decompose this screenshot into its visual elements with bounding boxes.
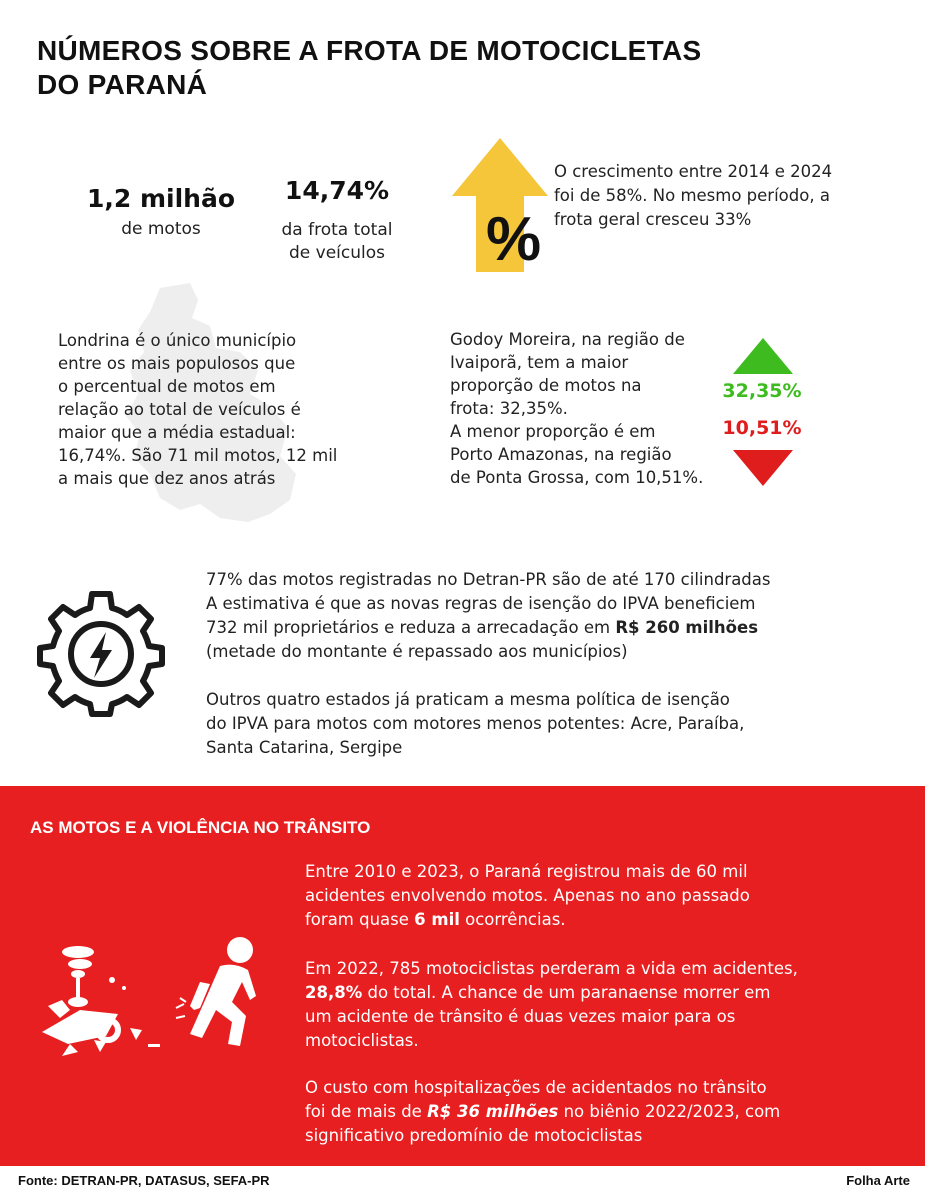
godoy-line: Godoy Moreira, na região de — [450, 330, 685, 349]
londrina-line: 16,74%. São 71 mil motos, 12 mil — [58, 446, 338, 465]
gear-lightning-icon — [36, 588, 166, 718]
londrina-line: o percentual de motos em — [58, 377, 276, 396]
violence-p3-post: no biênio 2022/2023, com — [558, 1102, 781, 1121]
other-states-line-2: do IPVA para motos com motores menos potentes: Acre, Paraíba, — [206, 714, 745, 733]
londrina-line: a mais que dez anos atrás — [58, 469, 276, 488]
godoy-line: A menor proporção é em — [450, 422, 656, 441]
injured-person-icon — [170, 932, 280, 1047]
godoy-line: Porto Amazonas, na região — [450, 445, 672, 464]
ipva-revenue-highlight: R$ 260 milhões — [615, 618, 759, 637]
violence-p2-post: do total. A chance de um paranaense morrer em — [362, 983, 771, 1002]
hospital-cost-highlight: R$ 36 milhões — [427, 1102, 559, 1121]
title-line-1: NÚMEROS SOBRE A FROTA DE MOTOCICLETAS — [37, 35, 702, 66]
author-credit: Folha Arte — [846, 1173, 910, 1188]
growth-line-1: O crescimento entre 2014 e 2024 — [554, 162, 833, 181]
violence-p1-line-3 — [305, 908, 905, 932]
godoy-line: Ivaiporã, tem a maior — [450, 353, 629, 372]
violence-p1-line-1: Entre 2010 e 2023, o Paraná registrou mais de 60 mil — [305, 862, 748, 881]
godoy-text — [450, 328, 750, 489]
violence-paragraph-3 — [305, 1076, 905, 1148]
growth-line-3: frota geral cresceu 33% — [554, 210, 752, 229]
motos-count-label: de motos — [121, 219, 201, 239]
violence-p3-pre: foi de mais de — [305, 1102, 428, 1121]
violence-p2-line-4: motociclistas. — [305, 1031, 419, 1050]
londrina-line: relação ao total de veículos é — [58, 400, 301, 419]
ipva-line-2: A estimativa é que as novas regras de isenção do IPVA beneficiem — [206, 594, 756, 613]
triangle-down-icon — [733, 450, 793, 486]
violence-p1-line-2: acidentes envolvendo motos. Apenas no ano passado — [305, 886, 750, 905]
violence-p3-line-3: significativo predomínio de motociclistas — [305, 1126, 643, 1145]
londrina-line: maior que a média estadual: — [58, 423, 296, 442]
source-credit: Fonte: DETRAN-PR, DATASUS, SEFA-PR — [18, 1173, 270, 1188]
growth-text — [554, 160, 914, 232]
ipva-text — [206, 568, 906, 664]
violence-p2-line-3: um acidente de trânsito é duas vezes maior para os — [305, 1007, 736, 1026]
other-states-text — [206, 688, 906, 760]
violence-paragraph-1 — [305, 860, 905, 932]
percent-icon: % — [486, 205, 542, 274]
ipva-line-4: (metade do montante é repassado aos municípios) — [206, 642, 628, 661]
deaths-share-highlight: 28,8% — [305, 983, 363, 1002]
ipva-line-3-text: 732 mil proprietários e reduza a arrecadação em — [206, 618, 616, 637]
motos-count-value: 1,2 milhão — [86, 184, 236, 213]
violence-p2-line-1: Em 2022, 785 motociclistas perderam a vida em acidentes, — [305, 959, 798, 978]
violence-section-title: AS MOTOS E A VIOLÊNCIA NO TRÂNSITO — [30, 818, 371, 837]
high-share-pct: 32,35% — [722, 380, 802, 402]
londrina-text — [58, 329, 378, 490]
triangle-up-icon — [733, 338, 793, 374]
londrina-line: entre os mais populosos que — [58, 354, 296, 373]
violence-p3-line-1: O custo com hospitalizações de acidentados no trânsito — [305, 1078, 767, 1097]
other-states-line-1: Outros quatro estados já praticam a mesma política de isenção — [206, 690, 730, 709]
violence-p1-pre: foram quase — [305, 910, 415, 929]
godoy-line: proporção de motos na — [450, 376, 642, 395]
low-share-pct: 10,51% — [722, 417, 802, 439]
page-title — [37, 34, 797, 102]
londrina-line: Londrina é o único município — [58, 331, 297, 350]
other-states-line-3: Santa Catarina, Sergipe — [206, 738, 403, 757]
crashed-motorcycle-icon — [40, 940, 175, 1065]
fleet-share-label-1: da frota total — [281, 220, 393, 240]
fleet-share-value: 14,74% — [284, 176, 390, 205]
godoy-line: frota: 32,35%. — [450, 399, 568, 418]
godoy-line: de Ponta Grossa, com 10,51%. — [450, 468, 704, 487]
ipva-line-1: 77% das motos registradas no Detran-PR são de até 170 cilindradas — [206, 570, 771, 589]
violence-p2-line-2 — [305, 981, 905, 1005]
title-line-2: DO PARANÁ — [37, 69, 208, 100]
violence-p1-post: ocorrências. — [459, 910, 566, 929]
ipva-line-3 — [206, 616, 906, 640]
violence-paragraph-2 — [305, 957, 905, 1053]
violence-p3-line-2 — [305, 1100, 905, 1124]
accidents-count-highlight: 6 mil — [414, 910, 460, 929]
growth-line-2: foi de 58%. No mesmo período, a — [554, 186, 830, 205]
fleet-share-label-2: de veículos — [289, 243, 385, 263]
